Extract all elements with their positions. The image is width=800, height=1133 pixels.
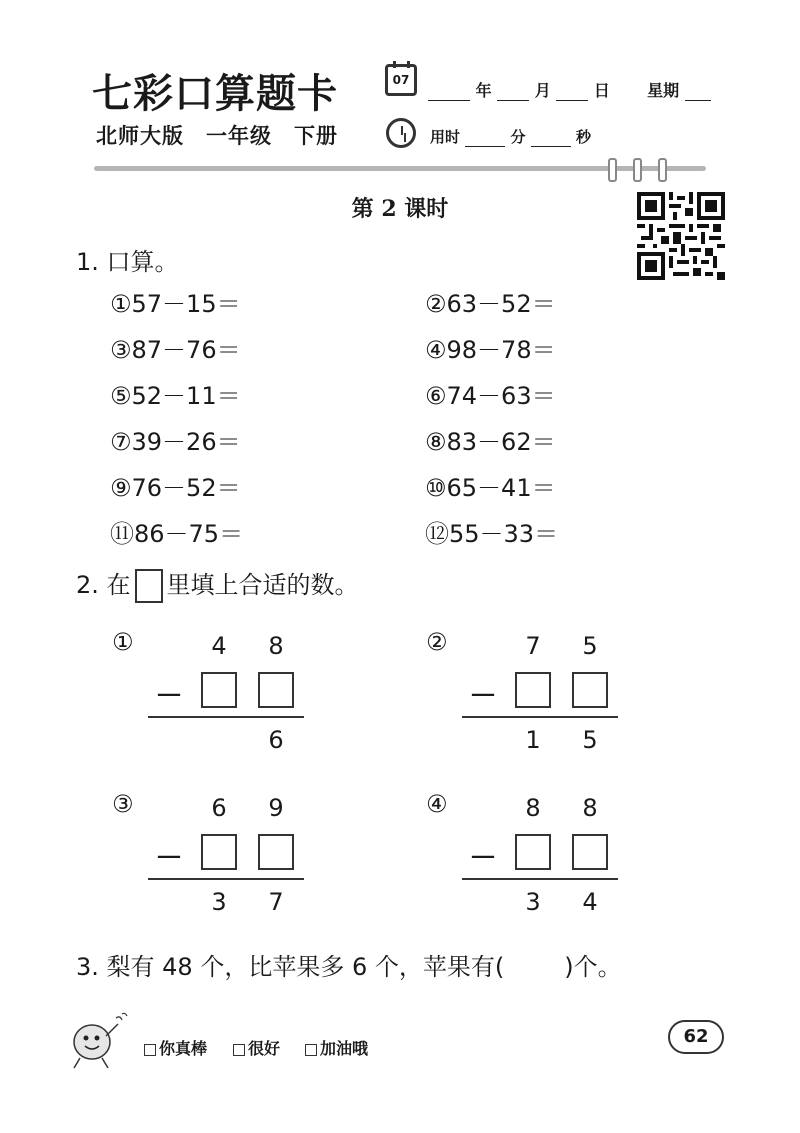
item-number: ⑦	[110, 428, 132, 456]
item-expression: 63－52＝	[446, 290, 556, 318]
mental-math-item	[425, 284, 556, 319]
year-label: 年	[475, 81, 492, 100]
question-3-text-before: 3. 梨有 48 个，比苹果多 6 个，苹果有(	[76, 953, 505, 981]
empty-box-icon	[135, 569, 163, 603]
weekday-blank[interactable]	[685, 86, 711, 101]
edition-subtitle: 北师大版 一年级 下册	[96, 124, 338, 148]
weekday-label: 星期	[647, 81, 680, 100]
rating-great-label: 你真棒	[159, 1039, 208, 1058]
clock-icon	[386, 118, 416, 148]
question-3-text-after: )个。	[564, 953, 622, 981]
time-used-label: 用时	[430, 128, 461, 146]
checkbox-icon	[233, 1044, 245, 1056]
binder-ring-icon	[658, 158, 667, 182]
minus-sign: －	[469, 679, 498, 712]
question-2-title	[76, 565, 359, 603]
lesson-title: 第 2 课时	[351, 196, 449, 222]
answer-box[interactable]	[572, 834, 608, 870]
problem-label: ④	[426, 790, 448, 818]
result-line	[148, 878, 304, 880]
item-expression: 87－76＝	[131, 336, 241, 364]
calendar-icon	[385, 64, 417, 96]
bottom-digit: 7	[268, 888, 284, 916]
top-digit: 7	[525, 632, 541, 660]
answer-box[interactable]	[258, 834, 294, 870]
checkbox-icon	[305, 1044, 317, 1056]
bottom-digit: 3	[525, 888, 541, 916]
mental-math-item	[425, 422, 556, 457]
bottom-digit: 5	[582, 726, 598, 754]
question-3	[76, 947, 622, 982]
item-expression: 52－11＝	[131, 382, 241, 410]
item-number: ⑫	[425, 520, 449, 548]
mascot-icon	[66, 1010, 136, 1072]
rating-keep-going[interactable]	[305, 1036, 368, 1059]
bottom-digit: 6	[268, 726, 284, 754]
bottom-digit: 4	[582, 888, 598, 916]
mental-math-item	[425, 376, 556, 411]
item-expression: 57－15＝	[131, 290, 241, 318]
item-number: ②	[425, 290, 447, 318]
checkbox-icon	[144, 1044, 156, 1056]
day-label: 日	[593, 81, 610, 100]
month-label: 月	[534, 81, 551, 100]
question-1-title: 1. 口算。	[76, 248, 179, 276]
mental-math-item	[425, 514, 558, 549]
top-digit: 5	[582, 632, 598, 660]
top-digit: 6	[211, 794, 227, 822]
day-blank[interactable]	[556, 86, 588, 101]
mental-math-item	[425, 330, 556, 365]
mental-math-item	[110, 330, 241, 365]
answer-box[interactable]	[258, 672, 294, 708]
top-digit: 8	[525, 794, 541, 822]
result-line	[462, 878, 618, 880]
year-blank[interactable]	[428, 86, 470, 101]
seconds-blank[interactable]	[531, 132, 571, 147]
answer-box[interactable]	[515, 834, 551, 870]
item-number: ⑩	[425, 474, 447, 502]
item-number: ⑨	[110, 474, 132, 502]
item-number: ③	[110, 336, 132, 364]
bottom-digit: 3	[211, 888, 227, 916]
seconds-label: 秒	[575, 128, 591, 146]
question-2-prefix: 2. 在	[76, 571, 131, 599]
item-expression: 74－63＝	[446, 382, 556, 410]
question-2-suffix: 里填上合适的数。	[166, 571, 359, 599]
item-expression: 65－41＝	[446, 474, 556, 502]
item-number: ⑪	[110, 520, 134, 548]
answer-box[interactable]	[201, 834, 237, 870]
brand-title: 七彩口算题卡	[92, 70, 338, 117]
answer-box[interactable]	[572, 672, 608, 708]
problem-label: ②	[426, 628, 448, 656]
minutes-label: 分	[510, 128, 526, 146]
top-digit: 8	[268, 632, 284, 660]
problem-label: ①	[112, 628, 134, 656]
minus-sign: －	[469, 841, 498, 874]
result-line	[462, 716, 618, 718]
top-digit: 8	[582, 794, 598, 822]
bottom-digit: 1	[525, 726, 541, 754]
minus-sign: －	[155, 679, 184, 712]
minutes-blank[interactable]	[465, 132, 505, 147]
time-fields	[430, 126, 591, 147]
mental-math-item	[110, 376, 241, 411]
item-expression: 76－52＝	[131, 474, 241, 502]
mental-math-item	[110, 422, 241, 457]
date-fields	[428, 78, 711, 101]
mental-math-item	[425, 468, 556, 503]
rating-good[interactable]	[233, 1036, 280, 1059]
calendar-day: 07	[392, 73, 410, 87]
item-number: ④	[425, 336, 447, 364]
rating-great[interactable]	[144, 1036, 207, 1059]
answer-box[interactable]	[201, 672, 237, 708]
minus-sign: －	[155, 841, 184, 874]
problem-label: ③	[112, 790, 134, 818]
mental-math-item	[110, 514, 243, 549]
binder-ring-icon	[608, 158, 617, 182]
binder-ring-icon	[633, 158, 642, 182]
top-digit: 4	[211, 632, 227, 660]
item-number: ①	[110, 290, 132, 318]
qr-code-icon[interactable]	[637, 192, 725, 280]
top-digit: 9	[268, 794, 284, 822]
mental-math-item	[110, 284, 241, 319]
item-expression: 86－75＝	[134, 520, 244, 548]
answer-box[interactable]	[515, 672, 551, 708]
month-blank[interactable]	[497, 86, 529, 101]
item-expression: 83－62＝	[446, 428, 556, 456]
rating-good-label: 很好	[248, 1039, 281, 1058]
page-number: 62	[668, 1020, 724, 1054]
item-number: ⑤	[110, 382, 132, 410]
item-expression: 39－26＝	[131, 428, 241, 456]
item-expression: 55－33＝	[449, 520, 559, 548]
mental-math-item	[110, 468, 241, 503]
item-expression: 98－78＝	[446, 336, 556, 364]
item-number: ⑧	[425, 428, 447, 456]
result-line	[148, 716, 304, 718]
item-number: ⑥	[425, 382, 447, 410]
rating-keep-going-label: 加油哦	[320, 1039, 369, 1058]
